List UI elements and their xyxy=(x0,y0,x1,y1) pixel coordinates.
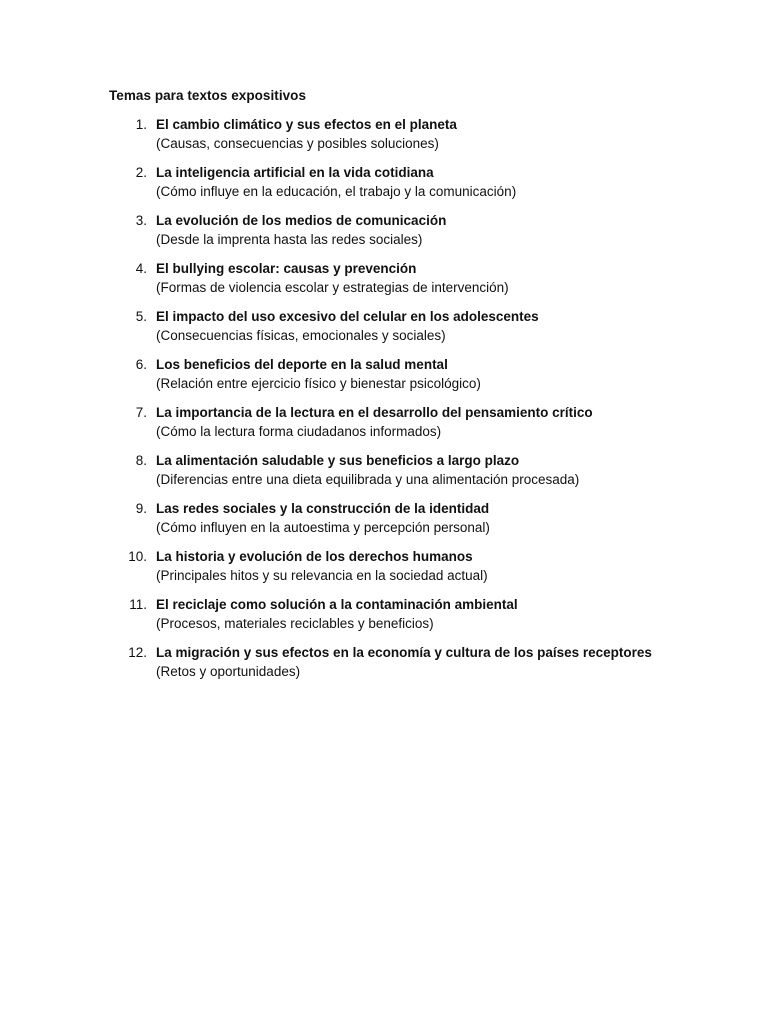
item-title: La importancia de la lectura en el desarrollo del pensamiento crítico xyxy=(156,405,593,420)
item-subtitle: (Principales hitos y su relevancia en la sociedad actual) xyxy=(156,568,488,583)
list-item xyxy=(109,115,669,153)
item-title: La migración y sus efectos en la economía y cultura de los países receptores xyxy=(156,645,652,660)
item-subtitle: (Cómo la lectura forma ciudadanos informados) xyxy=(156,424,442,439)
item-title: El cambio climático y sus efectos en el planeta xyxy=(156,117,457,132)
list-item xyxy=(109,643,669,681)
item-subtitle: (Cómo influyen en la autoestima y percepción personal) xyxy=(156,520,490,535)
item-subtitle: (Diferencias entre una dieta equilibrada y una alimentación procesada) xyxy=(156,472,580,487)
list-item xyxy=(109,595,669,633)
list-item xyxy=(109,355,669,393)
document-page xyxy=(109,86,669,691)
item-title: Las redes sociales y la construcción de la identidad xyxy=(156,501,490,516)
item-title: Los beneficios del deporte en la salud mental xyxy=(156,357,448,372)
item-subtitle: (Retos y oportunidades) xyxy=(156,664,301,679)
list-item xyxy=(109,403,669,441)
item-subtitle: (Formas de violencia escolar y estrategias de intervención) xyxy=(156,280,509,295)
item-title: La historia y evolución de los derechos humanos xyxy=(156,549,473,564)
item-title: La inteligencia artificial en la vida cotidiana xyxy=(156,165,434,180)
item-number: 7. xyxy=(135,405,147,420)
item-subtitle: (Cómo influye en la educación, el trabajo y la comunicación) xyxy=(156,184,517,199)
item-title: La alimentación saludable y sus beneficios a largo plazo xyxy=(156,453,520,468)
list-item xyxy=(109,211,669,249)
item-number: 2. xyxy=(135,165,147,180)
item-subtitle: (Desde la imprenta hasta las redes sociales) xyxy=(156,232,423,247)
list-item xyxy=(109,259,669,297)
item-number: 4. xyxy=(135,261,147,276)
item-number: 5. xyxy=(135,309,147,324)
item-number: 3. xyxy=(135,213,147,228)
topic-list xyxy=(109,115,669,681)
page-title: Temas para textos expositivos xyxy=(109,88,307,103)
item-number: 8. xyxy=(135,453,147,468)
item-number: 9. xyxy=(135,501,147,516)
list-item xyxy=(109,499,669,537)
item-title: El impacto del uso excesivo del celular en los adolescentes xyxy=(156,309,539,324)
list-item xyxy=(109,163,669,201)
item-number: 10. xyxy=(128,549,147,564)
list-item xyxy=(109,547,669,585)
item-number: 6. xyxy=(135,357,147,372)
item-title: El reciclaje como solución a la contaminación ambiental xyxy=(156,597,518,612)
item-subtitle: (Consecuencias físicas, emocionales y sociales) xyxy=(156,328,446,343)
item-number: 1. xyxy=(135,117,147,132)
item-subtitle: (Relación entre ejercicio físico y bienestar psicológico) xyxy=(156,376,481,391)
item-subtitle: (Procesos, materiales reciclables y beneficios) xyxy=(156,616,434,631)
list-item xyxy=(109,451,669,489)
item-title: El bullying escolar: causas y prevención xyxy=(156,261,417,276)
item-number: 12. xyxy=(128,645,147,660)
list-item xyxy=(109,307,669,345)
item-number: 11. xyxy=(129,597,147,612)
item-subtitle: (Causas, consecuencias y posibles soluciones) xyxy=(156,136,439,151)
item-title: La evolución de los medios de comunicación xyxy=(156,213,447,228)
